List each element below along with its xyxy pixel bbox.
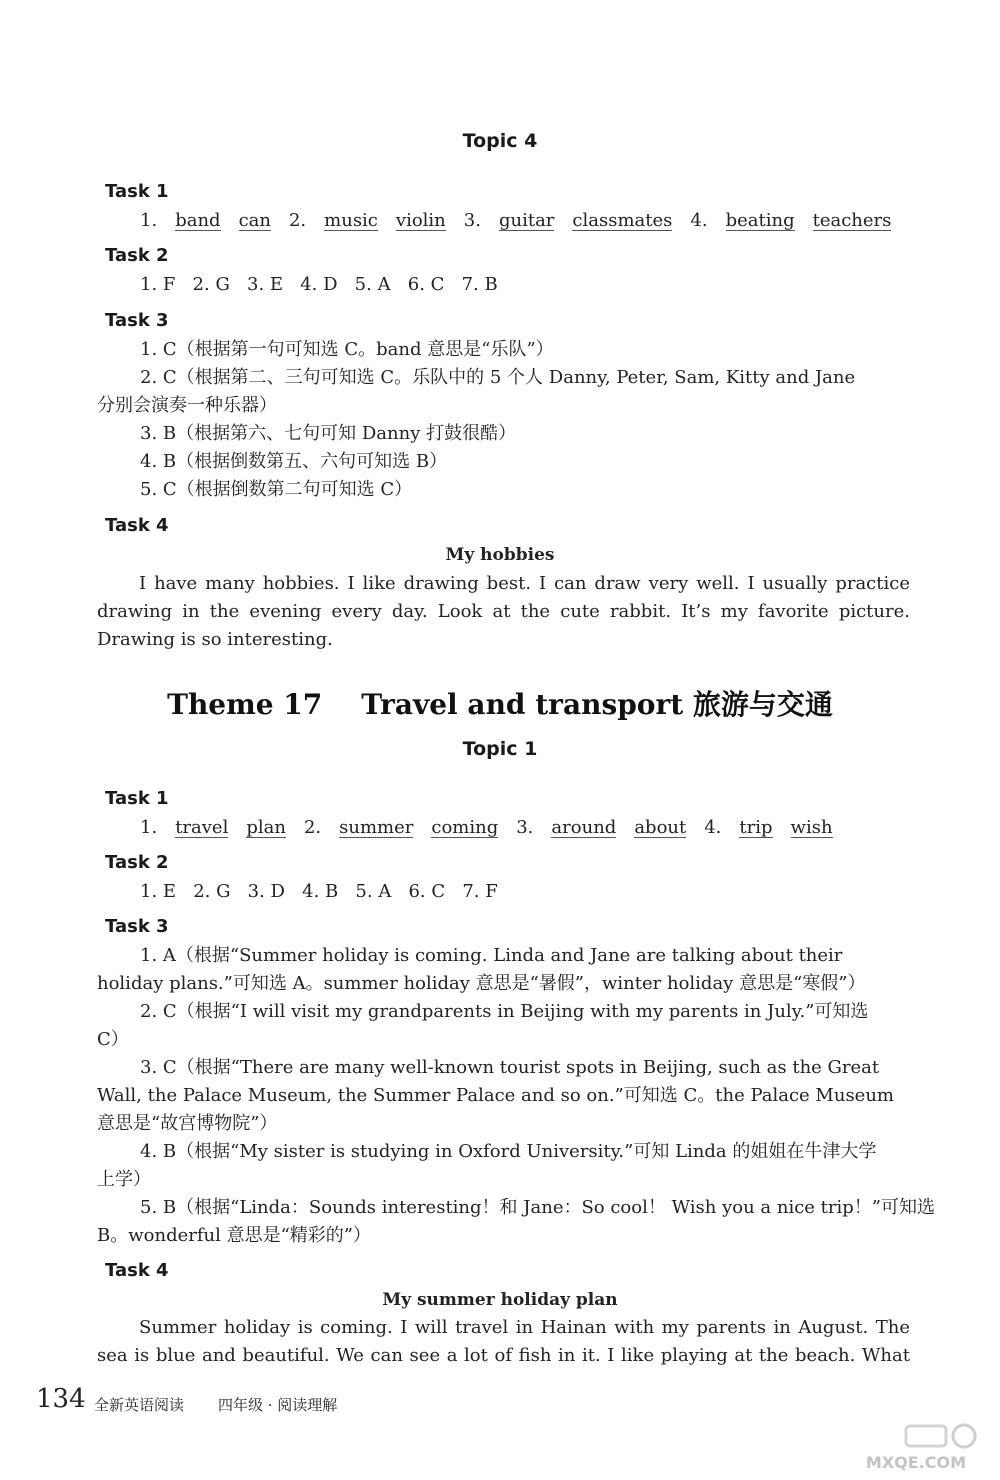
essay-text: I have many hobbies. I like drawing best. I can draw very well. I usually practice drawing in the evening every day. Look at the cute rabbit. It’s my favorite picture. Drawing is so interesting. [97, 573, 910, 650]
task2-answers: 1. F 2. G 3. E 4. D 5. A 6. C 7. B [140, 274, 498, 295]
answer-word: music [324, 210, 378, 231]
watermark-logo [846, 1422, 986, 1472]
task-heading: Task 2 [105, 245, 169, 266]
task3-line: 3. B（根据第六、七句可知 Danny 打鼓很酷） [140, 423, 517, 444]
answer-word: about [634, 817, 687, 838]
answer-word: coming [431, 817, 499, 838]
task3-line: 上学） [97, 1169, 151, 1190]
book-grade: 四年级 · 阅读理解 [218, 1396, 338, 1414]
task-heading: Task 3 [105, 916, 169, 937]
item-number: 2. [303, 817, 322, 838]
task3-line: 意思是“故宫博物院”） [97, 1113, 278, 1134]
book-title: 全新英语阅读 [94, 1396, 185, 1414]
task3-line: 分别会演奏一种乐器） [97, 395, 277, 416]
task3-line: 2. C（根据“I will visit my grandparents in Beijing with my parents in July.”可知选 [140, 1001, 869, 1022]
task-heading: Task 4 [105, 1260, 169, 1281]
answer-word: guitar [498, 210, 555, 231]
theme-title: Theme 17 Travel and transport 旅游与交通 [167, 688, 833, 721]
task3-line: C） [97, 1029, 129, 1050]
answer-word: travel [175, 817, 229, 838]
item-number: 3. [463, 210, 481, 231]
item-number: 3. [516, 817, 534, 838]
essay-title: My summer holiday plan [382, 1290, 618, 1310]
watermark-text: MXQE.COM [865, 1453, 967, 1472]
task-heading: Task 1 [105, 788, 169, 809]
task3-line: B。wonderful 意思是“精彩的”） [97, 1225, 371, 1246]
item-number: 4. [690, 210, 708, 231]
answer-word: trip [739, 817, 773, 838]
task3-line: 4. B（根据倒数第五、六句可知选 B） [140, 451, 448, 472]
task3-line: holiday plans.”可知选 A。summer holiday 意思是“暑假”，winter holiday 意思是“寒假”） [97, 973, 866, 994]
answer-word: beating [725, 210, 795, 231]
task3-line: 5. B（根据“Linda：Sounds interesting！和 Jane：So cool！ Wish you a nice trip！”可知选 [140, 1197, 935, 1218]
task-heading: Task 3 [105, 310, 169, 331]
task3-line: 1. A（根据“Summer holiday is coming. Linda and Jane are talking about their [140, 945, 843, 966]
answer-word: around [551, 817, 617, 838]
task3-line: 2. C（根据第二、三句可知选 C。乐队中的 5 个人 Danny, Peter, Sam, Kitty and Jane [140, 367, 856, 388]
answer-word: summer [339, 817, 414, 838]
topic-heading: Topic 4 [462, 130, 538, 152]
task2-answers: 1. E 2. G 3. D 4. B 5. A 6. C 7. F [140, 881, 498, 902]
task1-answers [140, 207, 909, 235]
page-number: 134 [36, 1384, 86, 1414]
task3-line: 4. B（根据“My sister is studying in Oxford University.”可知 Linda 的姐姐在牛津大学 [140, 1141, 877, 1162]
task1-answers [140, 814, 851, 842]
answer-word: teachers [812, 210, 892, 231]
answer-word: classmates [572, 210, 673, 231]
item-number: 1. [140, 817, 158, 838]
task3-line: Wall, the Palace Museum, the Summer Palace and so on.”可知选 C。the Palace Museum [97, 1085, 895, 1106]
answer-word: can [238, 210, 271, 231]
watermark-icon [846, 1422, 986, 1472]
essay-title: My hobbies [445, 545, 555, 565]
essay-text: Summer holiday is coming. I will travel in Hainan with my parents in August. The sea is blue and beautiful. We can see a lot of fish in it. I like playing at the beach. What [97, 1317, 910, 1366]
task3-line: 5. C（根据倒数第二句可知选 C） [140, 479, 413, 500]
item-number: 1. [140, 210, 158, 231]
answer-word: plan [246, 817, 286, 838]
item-number: 2. [288, 210, 307, 231]
task-heading: Task 1 [105, 181, 169, 202]
task-heading: Task 4 [105, 515, 169, 536]
answer-word: band [175, 210, 221, 231]
task3-line: 3. C（根据“There are many well-known tourist spots in Beijing, such as the Great [140, 1057, 880, 1078]
task-heading: Task 2 [105, 852, 169, 873]
item-number: 4. [704, 817, 722, 838]
answer-word: wish [790, 817, 833, 838]
task3-line: 1. C（根据第一句可知选 C。band 意思是“乐队”） [140, 339, 554, 360]
answer-word: violin [395, 210, 446, 231]
topic-heading: Topic 1 [462, 738, 538, 760]
